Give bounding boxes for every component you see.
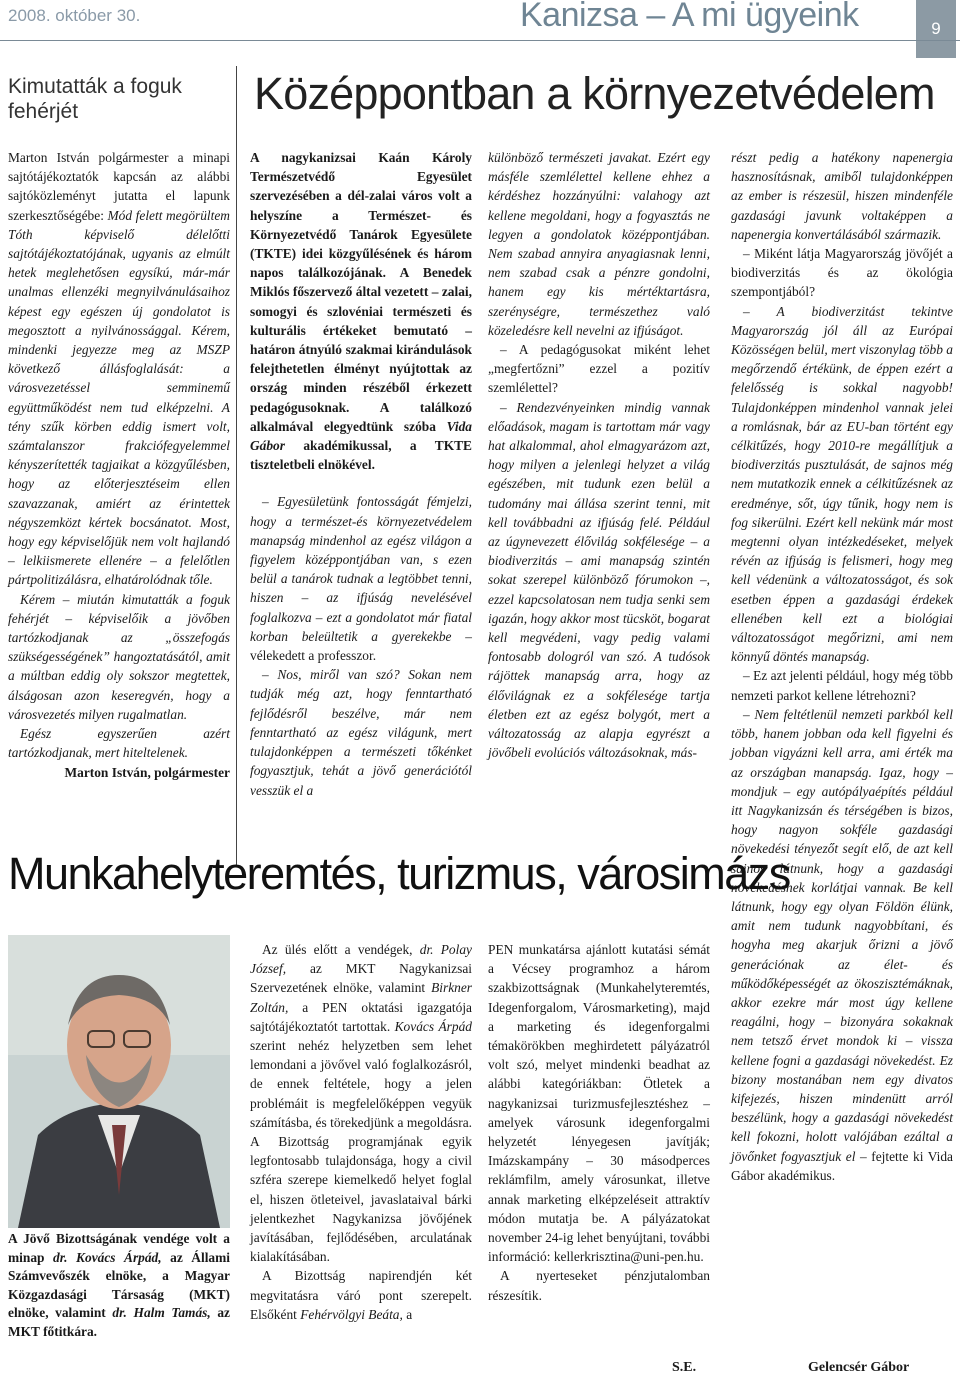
caption-text: az MKT főtitkára. [8,1305,230,1339]
article1-paragraph: – A biodiverzitást tekintve Magyarország jól áll az Európai Közösségen belül, mert viszonylag több a megőrzendő értékünk, de éppen ezért a felelősség is sokkal nagyobb! Tulajdonképpen mindenhol vannak jelei a romlásnak, bár az EU-ban történt egy célkitűzés, hogy 2010-re megállítjuk a biodiverzitás pusztulását, de sajnos még nem mutatkozik ennek a célkitűzésnek az eredménye, sőt, úgy tűnik, hogy nem is fog sikerülni. Ezért kell nekünk már most megtenni olyan intézkedéseket, melyek révén az ifjúság is felismeri, hogy meg kell védenünk a változatosságot, és sok esetben éppen a gazdasági érdekek ellenében kell ezt a biológiai változatosságot megőrizni, ami nem könnyű döntés manapság. [731,303,953,665]
side-article-paragraph: Egész egyszerűen azért tartózkodjanak, mert hiteltelenek. [8,726,230,761]
article2-paragraph: A nyerteseket pénzjutalomban részesítik. [488,1268,710,1303]
caption-text: az Állami Számvevőszék elnöke, a Magyar Közgazdasági Társaság (MKT) elnöke, valamint [8,1249,230,1321]
article1-paragraph: – Rendezvényeinken mindig vannak előadások, magam is tartottam már vagy hat alkalommal, ahol elmagyarázom azt, hogy milyen a jelenlegi helyzet a világ egészében, mit tudunk ezen belül a tudomány mai állása szerint tenni, mit kell továbbadni az ifjúság felé. Például az úgynevezett élővilág sokfélesége – a biodiverzitás – ami manapság szintén sokat szerepel különböző fórumokon –, ezzel kapcsolatosan nem tudja senki sem igazán, hogy akkor most tücsköt, bogarat kell megvédeni, vagy pedig valami fontosabb dologról van szó. A tudósok rájöttek manapság arra, hogy az élővilágnak ez a sokfélesége tartja életben ezt az egész bolygót, mert a változatosság az alapja egyrészt a jövőbeli evolúciós változásoknak, más- [488,399,710,761]
portrait-photo [8,935,230,1228]
photo-caption [8,1230,230,1342]
article2-text: szerint nehéz helyzetben sem lehet lemondani a jövővel való foglalkozásról, de ennek feltétele, hogy a jelen problémáit is megfelelőképpen vegyük számításba, és törekedjünk a megoldásra. A Bizottság programjának egyik legfontosabb tulajdonsága, hogy a civil szféra szerepe kiemelkedő helyet foglal el, hiszen ötleteivel, javaslataival bárki jelentkezhet Nagykanizsa jövőjének javításában, fejlődésében, arculatának kialakításában. [250,1038,472,1265]
article2-text: Az ülés előtt a vendégek, [262,942,413,957]
article2-text: a PEN oktatási igazgatója sajtótájékoztatót tartottak. [250,999,472,1034]
article2-paragraph [250,940,472,1266]
section-title: Kanizsa – A mi ügyeink [520,0,859,34]
article1-col1 [250,148,472,800]
article1-question: – Ez azt jelenti például, hogy még több nemzeti parkot kellene létrehozni? [731,668,953,703]
column-divider [236,66,237,866]
article1-lead-text: akadémikussal, a TKTE tiszteletbeli elnökével. [250,438,472,473]
issue-date: 2008. október 30. [8,6,141,25]
header-rule [0,40,960,41]
article2-text: az MKT Nagykanizsai Szervezetének elnöke, valamint [250,961,472,996]
caption-text: A Jövő Bizottságának vendége volt a minap [8,1231,230,1265]
article1-paragraph: részt pedig a hatékony napenergia hasznosításnak, amiből tulajdonképpen az ember is részesül, hiszen mindenféle gazdasági javunk voltaképpen a napenergia konvertálásából származik. [731,150,953,242]
side-article-body [8,148,230,782]
article1-attribution: – fejtette ki Vida Gábor akadémikus. [731,1148,953,1183]
article1-paragraph [731,705,953,1185]
article2-name: Fehérvölgyi Beáta, [300,1306,403,1322]
article1-attribution: – vélekedett a professzor. [250,628,472,664]
side-article-lead: Marton István polgármester a minapi sajtótájékoztatók kapcsán az alábbi sajtóközleményt jutatta el lapunk szerkesztőségébe: [8,150,230,223]
article1-quote: – Egyesületünk fontosságát fémjelzi, hogy a természet-és környezetvédelem manapság mindenhol az egész világon a figyelem középpontjában van, s ezen belül a tanárok tudnak a legtöbbet tenni, hiszen – az ifjúság nevelésével foglalkozva – ezt a gondolatot már fiatal korban beleültetik a gyerekekbe [250,494,472,644]
caption-name: dr. Halm Tamás, [112,1305,211,1321]
side-article-signature: Marton István, polgármester [64,764,230,780]
caption-name: dr. Kovács Árpád, [53,1249,162,1265]
article2-col1 [250,940,472,1324]
article2-col2 [488,940,710,1305]
article1-col3 [731,148,953,1185]
article2-text: A Bizottság napirendjén két megvitatásra váró pont szerepelt. Elsőként [250,1268,472,1322]
side-article-quote: Mód felett megörültem Tóth képviselő délelőtti sajtótájékoztatójának, ugyanis az elmúlt hetek meglehetősen egysíkú, már-már unalmas ellenzéki megnyilvánulásaihoz képest egy egészen új gondolatot is megosztott a nyilvánossággal. Kérem, mindenki jegyezze meg az MSZP következő állásfoglalását: a városvezetéssel semminemű együttműködést nem tud elképzelni. A tény szűk körben eddig ismert volt, számtalanszor frakciófegyelemmel kényszerítették tagjaikat a közgyűlésben, hogy az előterjesztéseim ellen szavazzanak, amiért az érintettek négyszemközt kértek bocsánatot. Most, hogy egy képviselőjük nem volt hajlandó – lelkiismerete ellenére – a felelőtlen pártpolitizálásra, elhatárolódnak tőle. [8,207,230,588]
page-number: 9 [916,0,956,58]
side-article-paragraph: Kérem – miután kimutatták a foguk fehérjét – képviselőik a jövőben tartózkodjanak az „összefogás szükségességének” hangoztatásától, amit a múltban eddig oly sokszor megtettek, álságosan azon keseregvén, hogy a városvezetés milyen rugalmatlan. [8,591,230,722]
article2-headline: Munkahelyteremtés, turizmus, városimázs [8,848,790,899]
article2-name: Birkner Zoltán, [250,980,472,1015]
article1-lead-name: Vida Gábor [250,418,472,454]
article1-paragraph [250,492,472,665]
article1-signature: Gelencsér Gábor [808,1360,910,1375]
article2-paragraph: PEN munkatársa ajánlott kutatási sémát a Vécsey programhoz a három szakbizottságnak (Munkahelyteremtés, Idegenforgalom, Városmarketing), majd a marketing és idegenforgalmi témakörökben meghirdetett pályázatról volt szó, melyet mindenki beadhat az alábbi kategóriákban: Ötletek a nagykanizsai turizmusfejlesztéshez – amelyek városunk idegenforgalmi helyzetét lényegesen javítják; Imázskampány – 30 másodperces reklámfilm, amely városunkat, illetve annak marketing elképzeléseit attraktív módon mutatja be. A pályázatokat november 24-ig lehet benyújtani, további információ: kellerkrisztina@uni-pen.hu. [488,942,710,1265]
article1-paragraph: – Nos, miről van szó? Sokan nem tudják még azt, hogy fenntartható fejlődésről beszélve, már nem fenntartható az egész világunk, mert tulajdonképpen a természeti tőkénket fogyasztjuk, tehát a jövő generációtól vesszük el a [250,667,472,798]
article1-lead [250,148,472,474]
article1-headline: Középpontban a környezetvédelem [254,68,935,119]
article1-paragraph: különböző természeti javakat. Ezért egy másféle szemlélettel kellene ehhez a kérdéshez hozzányúlni: valahogy azt kellene megoldani, hogy a fogyasztás ne legyen a gondolatok középpontjában. Nem szabad annyira anyagiasnak lenni, nem szabad csak a pénzre gondolni, hanem egy kis mértéktartásra, szerénységre, természethez való közeledésre kell nevelni az ifjúságot. [488,150,710,338]
article2-paragraph [250,1266,472,1324]
article1-question: – A pedagógusokat miként lehet „megfertőzni” ezzel a pozitív szemlélettel? [488,342,710,396]
article2-name: dr. Polay József, [250,942,472,977]
side-article-title: Kimutatták a foguk fehérjét [8,75,182,123]
article1-question: – Miként látja Magyarország jövőjét a biodiverzitás és az ökológia szempontjából? [731,246,953,300]
article1-lead-text: A nagykanizsai Kaán Károly Természetvédő Egyesület szervezésében a dél-zalai város volt a helyszíne a Természet- és Környezetvédő Tanárok Egyesülete (TKTE) idei közgyűlésének és három napos találkozójának. A Benedek Miklós főszervező által vezetett – zalai, somogyi és szlovéniai természeti és kulturális értékeket bemutató – határon átnyúló szakmai kirándulások felejthetetlen élményt nyújtottak az ország minden részéből érkezett pedagógusoknak. A találkozó alkalmával elegyedtünk szóba [250,150,472,434]
article2-name: Kovács Árpád [394,1018,472,1034]
article1-col2 [488,148,710,763]
article2-signature: S.E. [672,1360,697,1375]
article2-text: a [406,1306,413,1322]
portrait-illustration [8,935,230,1228]
article1-quote: – Nem feltétlenül nemzeti parkból kell több, hanem jobban oda kell figyelni és jobban vigyázni kell arra, ami érték ma az országban manapság. Igaz, hogy – mondjuk – egy autópályaépítés például itt Nagykanizsán és térségében is bizos, hogy nagyon sokféle gazdasági növekedési tényezőt segít elő, de azt kell sajnos látnunk, hogy a gazdasági növekedésnek korlátjai vannak. Be kell látnunk, hogy egy olyan Földön élünk, amit nem tudunk nagyobbítani, és hogyha meg akarjuk őrizni a jövő generációnak az élet- és működőképességét az ökoszisztémáknak, akkor ezekre már most úgy kellene reagálni, hogy – bizonyára sokaknak nem tetsző érvet mondok ki – vissza kellene fogni a gazdasági növekedést. Ez bizony mostanában nem egy divatos kifejezés, hiszen mindenütt arról beszélünk, hogy a gazdasági növekedést kell fokozni, holott valójában ezáltal a jövőnket fogyasztjuk el [731,706,953,1164]
